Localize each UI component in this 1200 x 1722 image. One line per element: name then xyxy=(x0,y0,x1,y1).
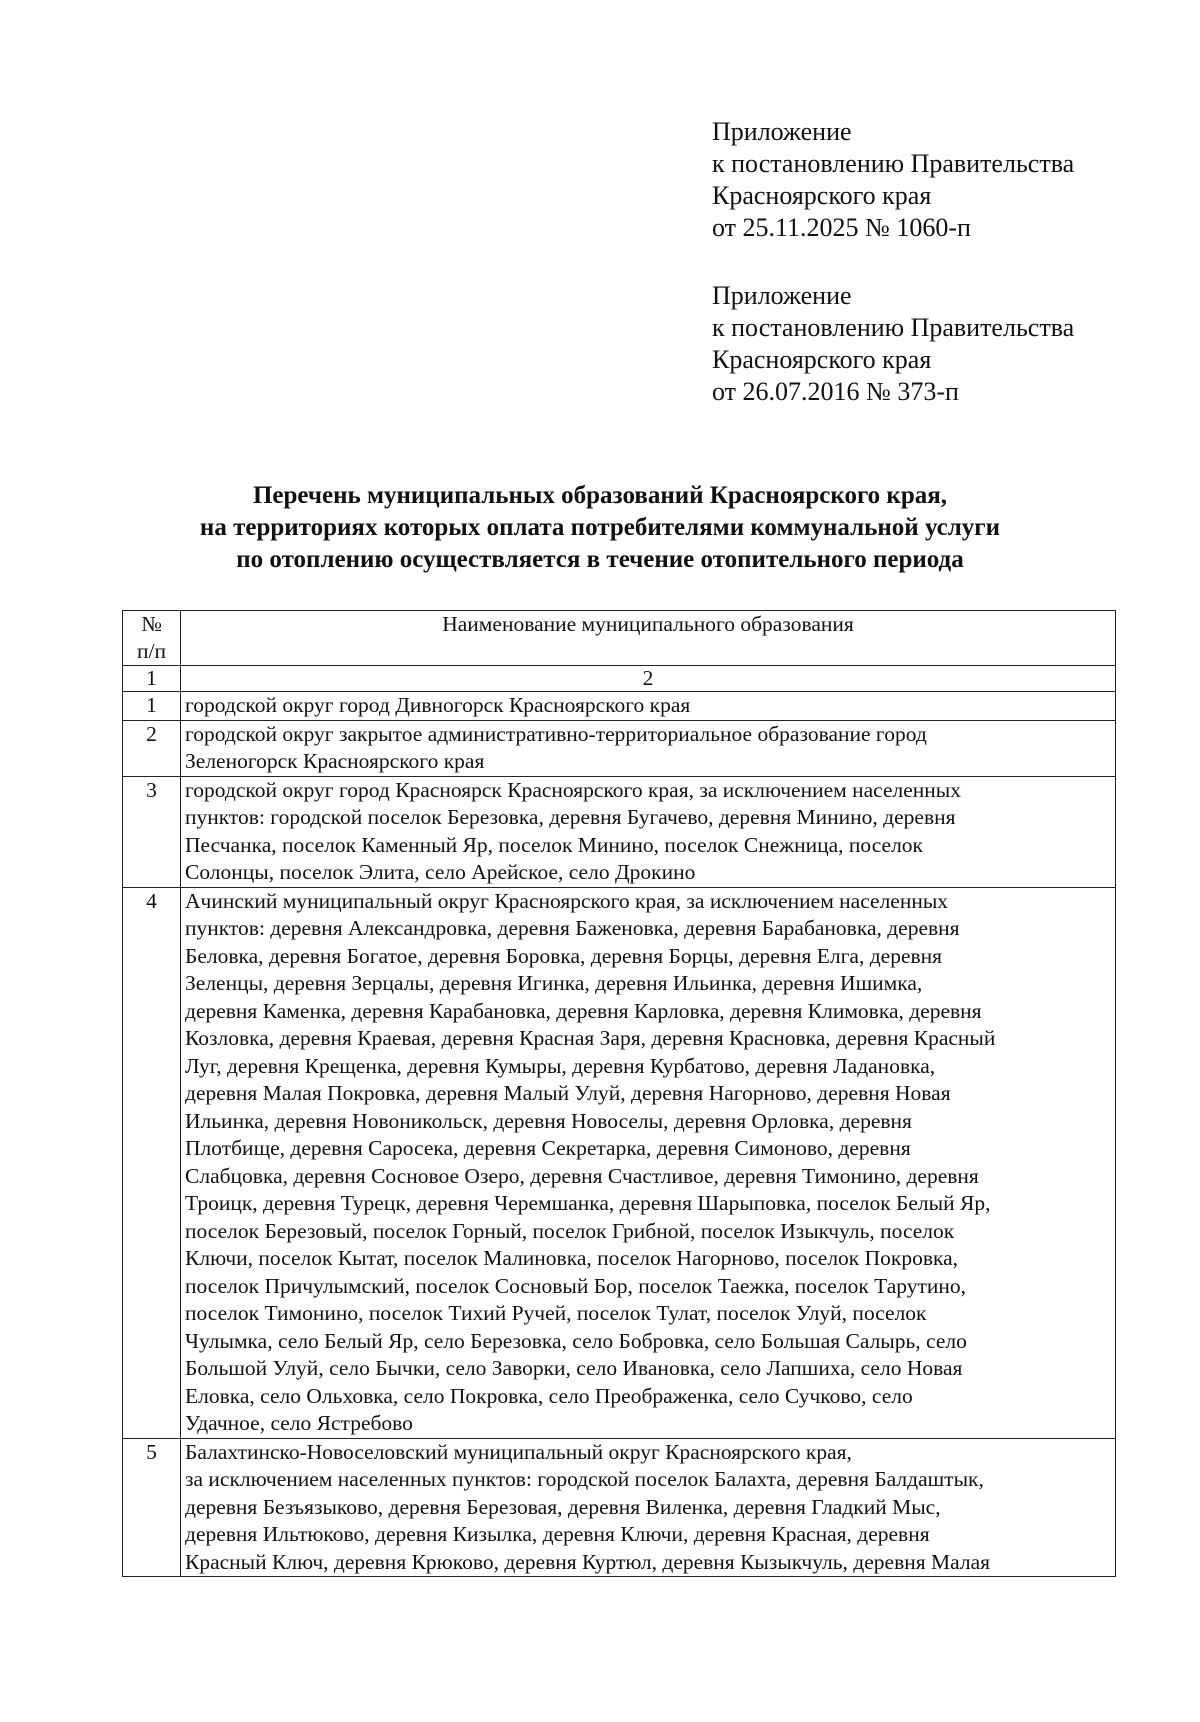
appendix-header-original xyxy=(712,280,1172,408)
appendix-header-current xyxy=(712,116,1172,244)
municipality-text-line: Удачное, село Ястребово xyxy=(185,1411,413,1435)
municipality-text-line: за исключением населенных пунктов: городской поселок Балахта, деревня Балдаштык, xyxy=(185,1467,984,1491)
appendix-region: Красноярского края xyxy=(712,181,932,210)
table-row xyxy=(123,720,1116,776)
municipality-name-cell xyxy=(181,776,1116,887)
municipality-text-line: деревня Ильтюково, деревня Кизылка, деревня Ключи, деревня Красная, деревня xyxy=(185,1522,930,1546)
appendix-date-number: от 26.07.2016 № 373-п xyxy=(712,377,959,406)
header-name-cell: Наименование муниципального образования xyxy=(181,611,1116,666)
municipality-text-line: Козловка, деревня Краевая, деревня Красная Заря, деревня Красновка, деревня Красный xyxy=(185,1026,996,1050)
municipality-text-line: Красный Ключ, деревня Крюково, деревня Куртюл, деревня Кызыкчуль, деревня Малая xyxy=(185,1549,991,1574)
municipality-text-line: Песчанка, поселок Каменный Яр, поселок Минино, поселок Снежница, поселок xyxy=(185,832,923,857)
row-number-cell: 4 xyxy=(123,887,181,1438)
municipality-text-line: поселок Тимонино, поселок Тихий Ручей, поселок Тулат, поселок Улуй, поселок xyxy=(185,1301,927,1325)
column-number-2: 2 xyxy=(181,666,1116,692)
municipality-text-line: Солонцы, поселок Элита, село Арейское, село Дрокино xyxy=(185,860,696,884)
municipality-table xyxy=(122,610,1116,1577)
municipality-text-line: Большой Улуй, село Бычки, село Заворки, село Ивановка, село Лапшиха, село Новая xyxy=(185,1356,963,1380)
municipality-text-line: городской округ город Дивногорск Красноярского края xyxy=(185,693,691,717)
municipality-text-line: Беловка, деревня Богатое, деревня Боровка, деревня Борцы, деревня Елга, деревня xyxy=(185,943,943,968)
row-number-cell: 2 xyxy=(123,720,181,776)
header-number-abbr: п/п xyxy=(137,639,166,663)
municipality-text-line: Плотбище, деревня Саросека, деревня Секретарка, деревня Симоново, деревня xyxy=(185,1136,911,1160)
municipality-text-line: пунктов: деревня Александровка, деревня Баженовка, деревня Барабановка, деревня xyxy=(185,916,960,940)
appendix-label: Приложение xyxy=(712,281,852,310)
document-title xyxy=(0,480,1200,576)
municipality-text-line: поселок Причулымский, поселок Сосновый Бор, поселок Таежка, поселок Тарутино, xyxy=(185,1273,967,1298)
row-number-cell: 1 xyxy=(123,692,181,721)
table-body xyxy=(123,666,1116,1577)
municipality-name-cell xyxy=(181,887,1116,1438)
municipality-text-line: Зеленцы, деревня Зерцалы, деревня Игинка, деревня Ильинка, деревня Ишимка, xyxy=(185,971,923,995)
municipality-text-line: поселок Березовый, поселок Горный, поселок Грибной, поселок Изыкчуль, поселок xyxy=(185,1218,955,1243)
municipality-text-line: городской округ город Красноярск Красноярского края, за исключением населенных xyxy=(185,777,961,802)
appendix-label: Приложение xyxy=(712,117,852,146)
appendix-resolution-ref: к постановлению Правительства xyxy=(712,313,1075,342)
municipality-name-cell xyxy=(181,720,1116,776)
municipality-name-cell xyxy=(181,692,1116,721)
municipality-text-line: Чулымка, село Белый Яр, село Березовка, село Бобровка, село Большая Салырь, село xyxy=(185,1328,967,1353)
municipality-text-line: Ключи, поселок Кытат, поселок Малиновка, поселок Нагорново, поселок Покровка, xyxy=(185,1246,959,1270)
appendix-region: Красноярского края xyxy=(712,345,932,374)
header-number-sign: № xyxy=(141,612,162,636)
municipality-text-line: Луг, деревня Крещенка, деревня Кумыры, деревня Курбатово, деревня Ладановка, xyxy=(185,1053,936,1078)
appendix-date-number: от 25.11.2025 № 1060-п xyxy=(712,213,971,242)
title-line: Перечень муниципальных образований Красноярского края, xyxy=(252,482,948,509)
row-number-cell: 3 xyxy=(123,776,181,887)
row-number-cell: 5 xyxy=(123,1438,181,1577)
column-number-row xyxy=(123,666,1116,692)
title-line: на территориях которых оплата потребителями коммунальной услуги xyxy=(199,514,1001,541)
municipality-text-line: Троицк, деревня Турецк, деревня Черемшанка, деревня Шарыповка, поселок Белый Яр, xyxy=(185,1191,991,1215)
table-header-row xyxy=(123,611,1116,666)
table-row xyxy=(123,692,1116,721)
municipality-text-line: деревня Каменка, деревня Карабановка, деревня Карловка, деревня Климовка, деревня xyxy=(185,998,982,1023)
column-number-1: 1 xyxy=(123,666,181,692)
header-number-cell xyxy=(123,611,181,666)
municipality-text-line: Ильинка, деревня Новоникольск, деревня Новоселы, деревня Орловка, деревня xyxy=(185,1108,912,1133)
municipality-text-line: пунктов: городской поселок Березовка, деревня Бугачево, деревня Минино, деревня xyxy=(185,805,956,829)
municipality-text-line: Еловка, село Ольховка, село Покровка, село Преображенка, село Сучково, село xyxy=(185,1383,913,1408)
table-row xyxy=(123,776,1116,887)
title-line: по отоплению осуществляется в течение отопительного периода xyxy=(236,546,964,573)
municipality-name-cell xyxy=(181,1438,1116,1577)
appendix-resolution-ref: к постановлению Правительства xyxy=(712,149,1075,178)
municipality-text-line: Слабцовка, деревня Сосновое Озеро, деревня Счастливое, деревня Тимонино, деревня xyxy=(185,1163,979,1188)
municipality-text-line: деревня Малая Покровка, деревня Малый Улуй, деревня Нагорново, деревня Новая xyxy=(185,1081,951,1105)
table-row xyxy=(123,887,1116,1438)
table-row xyxy=(123,1438,1116,1577)
municipality-text-line: Зеленогорск Красноярского края xyxy=(185,749,485,773)
municipality-text-line: городской округ закрытое административно-территориальное образование город xyxy=(185,721,927,746)
municipality-text-line: Ачинский муниципальный округ Красноярского края, за исключением населенных xyxy=(185,888,949,913)
municipality-text-line: деревня Безъязыково, деревня Березовая, деревня Виленка, деревня Гладкий Мыс, xyxy=(185,1494,941,1519)
municipality-text-line: Балахтинско-Новоселовский муниципальный округ Красноярского края, xyxy=(185,1439,852,1464)
